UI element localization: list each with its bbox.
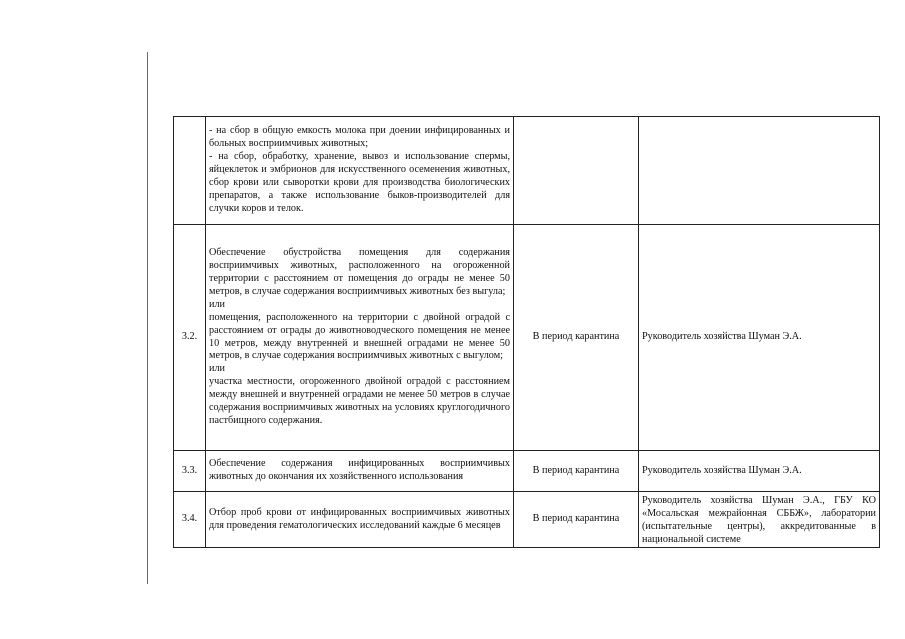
responsible-cell: Руководитель хозяйства Шуман Э.А. xyxy=(639,225,880,451)
measure-text: помещения, расположенного на территории с двойной оградой с расстоянием от ограды до животноводческого помещения не менее 10 метров, между внутренней и внешней оградами не менее 50 метров, в случае содержания восприимчивых животных с выгулом; xyxy=(209,311,510,362)
measure-cell xyxy=(206,225,514,451)
table-row xyxy=(174,492,880,548)
responsible-cell xyxy=(639,117,880,225)
row-number: 3.4. xyxy=(174,492,206,548)
responsible-cell xyxy=(639,492,880,548)
margin-line xyxy=(147,52,148,584)
responsible-cell: Руководитель хозяйства Шуман Э.А. xyxy=(639,451,880,492)
measure-text: участка местности, огороженного двойной оградой с расстоянием между внешней и внутренней оградами не менее 50 метров в случае содержания восприимчивых животных на условиях круглогодичного пастбищного содержания. xyxy=(209,376,510,426)
period-cell xyxy=(514,117,639,225)
measure-cell xyxy=(206,492,514,548)
measure-text: Отбор проб крови от инфицированных восприимчивых животных для проведения гематологических исследований каждые 6 месяцев xyxy=(209,506,510,531)
table-row xyxy=(174,225,880,451)
measure-cell xyxy=(206,451,514,492)
table-row xyxy=(174,117,880,225)
measure-text: или xyxy=(209,363,225,375)
measure-text: Обеспечение обустройства помещения для содержания восприимчивых животных, расположенного на огороженной территории с расстоянием от помещения до ограды не менее 50 метров, в случае содержания восприимчивых животных без выгула; xyxy=(209,247,510,297)
table-row xyxy=(174,451,880,492)
measure-text: - на сбор, обработку, хранение, вывоз и использование спермы, яйцеклеток и эмбрионов для искусственного осеменения животных, сбор крови или сыворотки крови для производства биологических препаратов, а также использование быков-производителей для случки коров и телок. xyxy=(209,151,510,214)
measure-text: Обеспечение содержания инфицированных восприимчивых животных до окончания их хозяйственного использования xyxy=(209,458,510,482)
period-cell: В период карантина xyxy=(514,451,639,492)
row-number: 3.2. xyxy=(174,225,206,451)
period-cell: В период карантина xyxy=(514,492,639,548)
row-number: 3.3. xyxy=(174,451,206,492)
measure-cell xyxy=(206,117,514,225)
responsible-text: Руководитель хозяйства Шуман Э.А., ГБУ КО «Мосальская межрайонная СББЖ», лаборатории (испытательные центры), аккредитованные в национальной системе xyxy=(642,495,876,544)
measure-text: или xyxy=(209,298,225,310)
measures-table xyxy=(173,116,880,548)
row-number xyxy=(174,117,206,225)
measure-text: - на сбор в общую емкость молока при доении инфицированных и больных восприимчивых животных; xyxy=(209,125,510,150)
period-cell: В период карантина xyxy=(514,225,639,451)
